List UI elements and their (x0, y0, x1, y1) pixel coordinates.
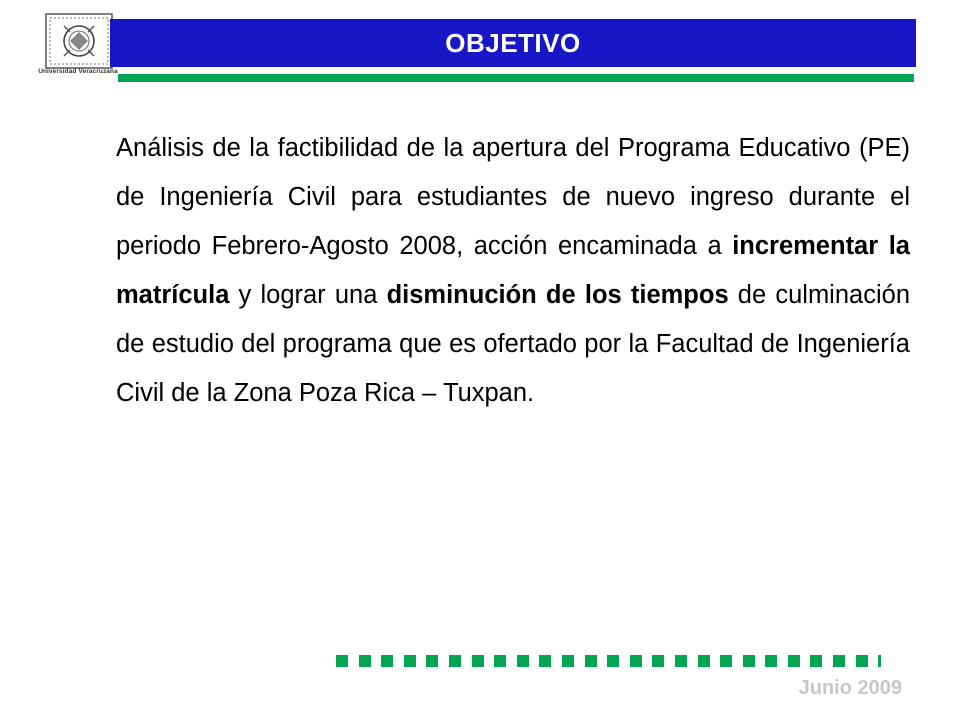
green-bar-end (878, 655, 881, 667)
objective-text-part3: de culminación de estudio del programa que es ofertado por la Facultad de Ingeniería Civil de la Zona Poza Rica – Tuxpan. (116, 281, 910, 407)
green-square (585, 655, 597, 667)
green-square (539, 655, 551, 667)
green-square (359, 655, 371, 667)
objective-emphasis-1: incrementar la matrícula (116, 232, 910, 309)
title-bar (110, 19, 916, 67)
footer-date: Junio 2009 (798, 677, 902, 699)
green-square (765, 655, 777, 667)
green-square (652, 655, 664, 667)
decorative-dot-line (336, 655, 881, 667)
green-square (833, 655, 845, 667)
green-square (336, 655, 348, 667)
green-square (810, 655, 822, 667)
green-square (720, 655, 732, 667)
objective-text-part1: Análisis de la factibilidad de la apertura del Programa Educativo (PE) de Ingeniería Civil para estudiantes de nuevo ingreso durante el periodo Febrero-Agosto 2008, acción encaminada a (116, 134, 910, 260)
green-square (630, 655, 642, 667)
green-square (743, 655, 755, 667)
logo-caption: Universidad Veracruzana (38, 68, 118, 75)
green-square (856, 655, 868, 667)
green-square (426, 655, 438, 667)
green-square (449, 655, 461, 667)
slide-title: OBJETIVO (445, 27, 581, 58)
university-seal-icon (40, 12, 118, 72)
green-square (788, 655, 800, 667)
green-square (494, 655, 506, 667)
green-square (381, 655, 393, 667)
objective-paragraph (116, 124, 910, 418)
objective-emphasis-2: disminución de los tiempos (386, 281, 729, 309)
green-square (562, 655, 574, 667)
green-square (517, 655, 529, 667)
green-square (607, 655, 619, 667)
green-square (472, 655, 484, 667)
title-underline (118, 74, 914, 82)
green-square (675, 655, 687, 667)
objective-text-part2: y lograr una (229, 281, 387, 309)
green-square (698, 655, 710, 667)
green-square (404, 655, 416, 667)
